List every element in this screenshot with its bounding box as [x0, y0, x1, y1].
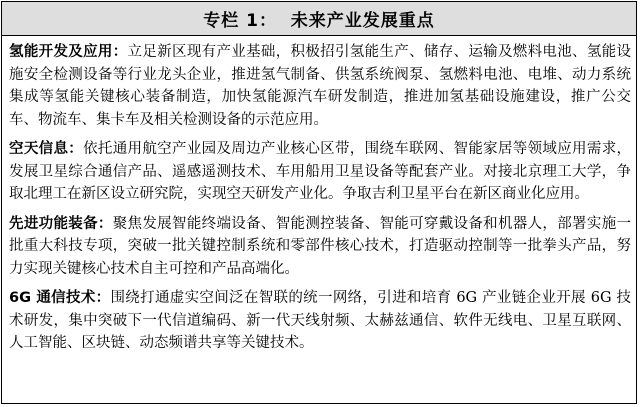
section-text: 依托通用航空产业园及周边产业核心区带，围绕车联网、智能家居等领域应用需求，发展卫星综合通信产品、遥感遥测技术、车用船用卫星设备等配套产业。对接北京理工大学，争取北理工在新区设立研究院，实现空天研发产业化。争取吉利卫星平台在新区商业化应用。 [9, 141, 632, 202]
box-content [2, 41, 636, 355]
section-text: 围绕打通虚实空间泛在智联的统一网络，引进和培育 6G 产业链企业开展 6G 技术研发，集中突破下一代信道编码、新一代天线射频、太赫兹通信、软件无线电、卫星互联网、人工智能、区块链、动态频谱共享等关键技术。 [9, 290, 631, 351]
section-aerospace-info [9, 138, 631, 206]
section-heading: 空天信息： [9, 141, 84, 157]
section-heading: 氢能开发及应用： [9, 44, 128, 60]
section-text: 立足新区现有产业基础，积极招引氢能生产、储存、运输及燃料电池、氢能设施安全检测设备等行业龙头企业，推进氢气制备、供氢系统阀泵、氢燃料电池、电堆、动力系统集成等氢能关键核心装备制造，加快氢能源汽车研发制造，推进加氢基础设施建设，推广公交车、物流车、集卡车及相关检测设备的示范应用。 [9, 44, 632, 128]
section-heading: 6G 通信技术： [9, 290, 111, 306]
box-header [2, 2, 636, 36]
section-6g [9, 287, 631, 355]
section-advanced-equipment [9, 213, 631, 281]
section-heading: 先进功能装备： [9, 215, 113, 232]
box-title: 专栏 1： 未来产业发展重点 [203, 11, 435, 31]
section-text: 聚焦发展智能终端设备、智能测控装备、智能可穿戴设备和机器人，部署实施一批重大科技专项，突破一批关键控制系统和零部件核心技术，打造驱动控制等一批拳头产品，努力实现关键核心技术自主可控和产品高端化。 [9, 215, 632, 277]
section-hydrogen [9, 41, 631, 131]
feature-box [1, 1, 637, 404]
